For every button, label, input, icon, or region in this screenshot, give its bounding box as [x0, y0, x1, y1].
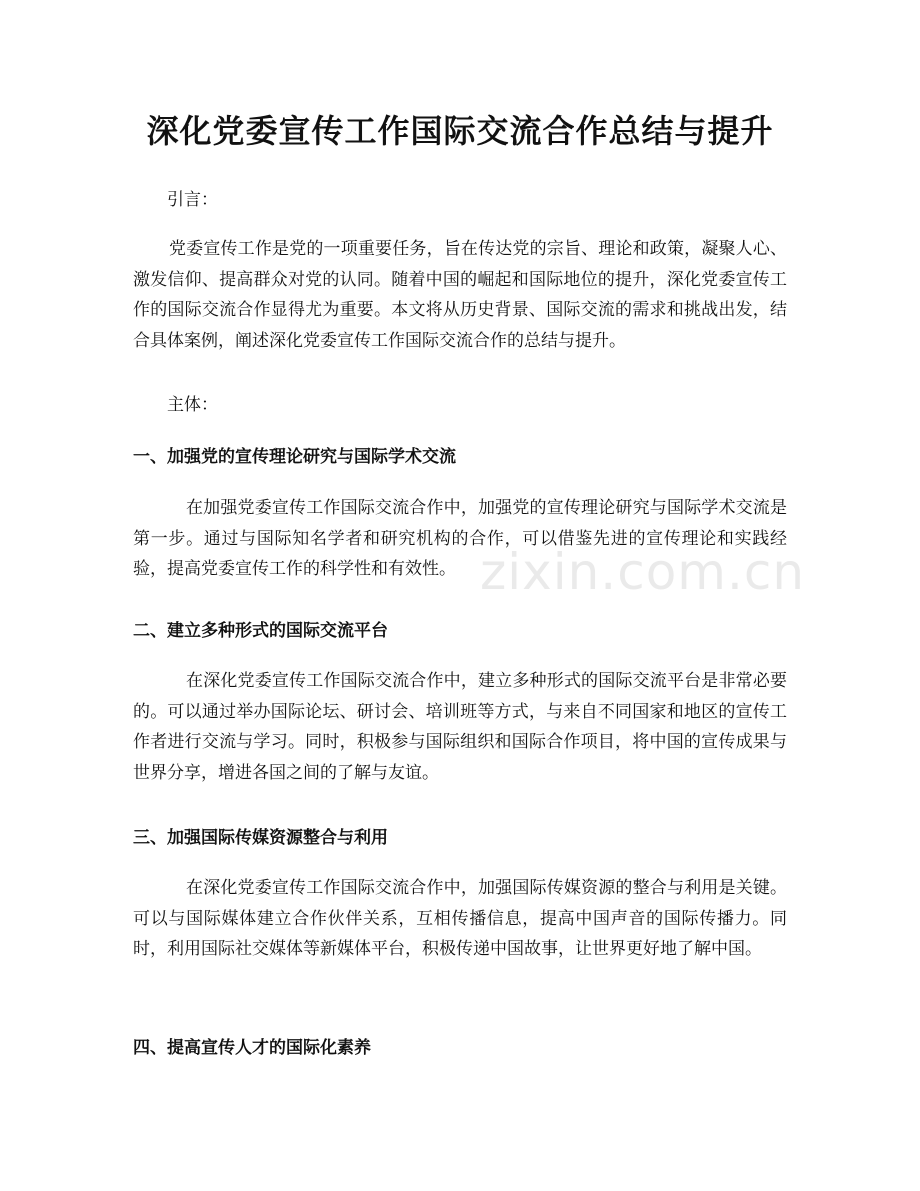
watermark: zixin.com.cn: [480, 543, 806, 601]
body-label: 主体：: [167, 395, 218, 415]
section-1-paragraph: 在加强党委宣传工作国际交流合作中，加强党的宣传理论研究与国际学术交流是第一步。通过与国际知名学者和研究机构的合作，可以借鉴先进的宣传理论和实践经验，提高党委宣传工作的科学性和有效性。: [133, 498, 787, 579]
section-1-heading: 一、加强党的宣传理论研究与国际学术交流: [133, 447, 456, 467]
section-2-paragraph: 在深化党委宣传工作国际交流合作中，建立多种形式的国际交流平台是非常必要的。可以通过举办国际论坛、研讨会、培训班等方式，与来自不同国家和地区的宣传工作者进行交流与学习。同时，积极参与国际组织和国际合作项目，将中国的宣传成果与世界分享，增进各国之间的了解与友谊。: [133, 671, 787, 783]
document-title: 深化党委宣传工作国际交流合作总结与提升: [146, 112, 774, 150]
section-4-heading: 四、提高宣传人才的国际化素养: [133, 1038, 371, 1058]
intro-label: 引言：: [167, 190, 218, 210]
section-2-heading: 二、建立多种形式的国际交流平台: [133, 621, 388, 641]
intro-paragraph: 党委宣传工作是党的一项重要任务，旨在传达党的宗旨、理论和政策，凝聚人心、激发信仰、提高群众对党的认同。随着中国的崛起和国际地位的提升，深化党委宣传工作的国际交流合作显得尤为重要。本文将从历史背景、国际交流的需求和挑战出发，结合具体案例，阐述深化党委宣传工作国际交流合作的总结与提升。: [133, 239, 787, 351]
section-3-heading: 三、加强国际传媒资源整合与利用: [133, 828, 388, 848]
section-3-paragraph: 在深化党委宣传工作国际交流合作中，加强国际传媒资源的整合与利用是关键。可以与国际媒体建立合作伙伴关系，互相传播信息，提高中国声音的国际传播力。同时，利用国际社交媒体等新媒体平台，积极传递中国故事，让世界更好地了解中国。: [133, 878, 787, 959]
